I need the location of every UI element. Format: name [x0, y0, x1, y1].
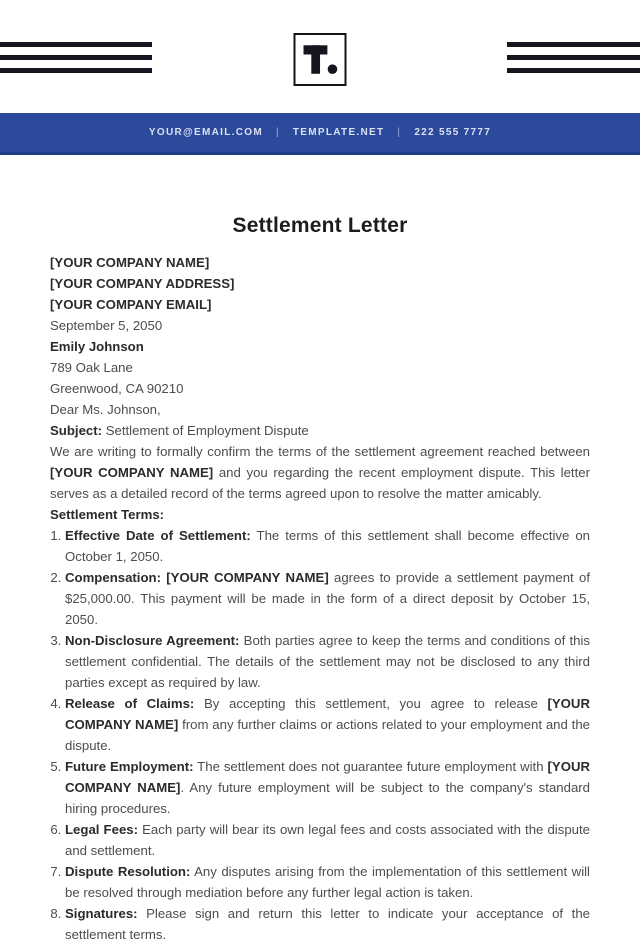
bold-text-segment: Legal Fees: [65, 822, 139, 837]
bold-text-segment: Signatures: [65, 906, 138, 921]
bold-text-segment: Release of Claims: [65, 696, 195, 711]
bold-text-segment: Emily Johnson [50, 339, 144, 354]
term-item [65, 630, 590, 693]
bold-text-segment: Non-Disclosure Agreement: [65, 633, 240, 648]
text-segment: Any disputes arising from the implementation of this settlement will be resolved through mediation before any further legal action is taken. [65, 864, 590, 900]
page-title: Settlement Letter [232, 214, 408, 237]
text-segment: and you regarding the recent employment dispute. This letter serves as a detailed record of the terms agreed upon to resolve the matter amicably. [50, 465, 590, 501]
term-item [65, 861, 590, 903]
bold-text-segment: [YOUR COMPANY NAME] [50, 255, 210, 270]
bold-text-segment: Settlement Terms: [50, 507, 165, 522]
recipient-name-line [50, 336, 590, 357]
stripe [0, 68, 152, 73]
text-segment: We are writing to formally confirm the terms of the settlement agreement reached between [50, 444, 590, 459]
settlement-terms-list [50, 525, 590, 945]
letter-main [0, 155, 640, 945]
stripe [507, 42, 640, 47]
template-net-logo [294, 33, 347, 86]
text-segment: The terms of this settlement shall become effective on October 1, 2050. [65, 528, 590, 564]
stripe [0, 55, 152, 60]
separator-bar: | [397, 127, 402, 138]
bold-text-segment: [YOUR COMPANY EMAIL] [50, 297, 212, 312]
text-segment: Dear Ms. Johnson, [50, 402, 161, 417]
bold-text-segment: Future Employment: [65, 759, 194, 774]
separator-bar: | [275, 127, 280, 138]
term-item [65, 819, 590, 861]
salutation-line [50, 399, 590, 420]
text-segment: Both parties agree to keep the terms and conditions of this settlement confidential. The details of the settlement may not be disclosed to any third parties except as required by law. [65, 633, 590, 690]
left-stripes-decoration [0, 42, 152, 73]
bold-text-segment: [YOUR COMPANY NAME] [65, 759, 590, 795]
terms-heading [50, 504, 590, 525]
company-email-line [50, 294, 590, 315]
contact-banner [0, 113, 640, 155]
term-item [65, 567, 590, 630]
letter-content [50, 252, 590, 945]
bold-text-segment: Effective Date of Settlement: [65, 528, 251, 543]
stripe [507, 55, 640, 60]
text-segment: Settlement of Employment Dispute [102, 423, 309, 438]
contact-website: TEMPLATE.NET [292, 127, 385, 138]
text-segment: September 5, 2050 [50, 318, 163, 333]
bold-text-segment: Subject: [50, 423, 103, 438]
contact-email: YOUR@EMAIL.COM [148, 127, 263, 138]
term-item [65, 693, 590, 756]
company-name-line [50, 252, 590, 273]
text-segment: Greenwood, CA 90210 [50, 381, 184, 396]
t-letter-logo-icon [303, 45, 337, 75]
text-segment: agrees to provide a settlement payment of $25,000.00. This payment will be made in the form of a direct deposit by October 15, 2050. [65, 570, 590, 627]
text-segment: Each party will bear its own legal fees and costs associated with the dispute and settlement. [65, 822, 590, 858]
contact-phone: 222 555 7777 [414, 127, 492, 138]
text-segment: . Any future employment will be subject to the company's standard hiring procedures. [65, 780, 591, 816]
bold-text-segment: [YOUR COMPANY NAME] [65, 696, 590, 732]
text-segment: 789 Oak Lane [50, 360, 133, 375]
bold-text-segment: Compensation: [YOUR COMPANY NAME] [65, 570, 329, 585]
stripe [0, 42, 152, 47]
date-line [50, 315, 590, 336]
bold-text-segment: [YOUR COMPANY NAME] [50, 465, 214, 480]
text-segment: By accepting this settlement, you agree to release [194, 696, 548, 711]
bold-text-segment: [YOUR COMPANY ADDRESS] [50, 276, 235, 291]
bold-text-segment: Dispute Resolution: [65, 864, 191, 879]
company-address-line [50, 273, 590, 294]
right-stripes-decoration [507, 42, 640, 73]
text-segment: Please sign and return this letter to indicate your acceptance of the settlement terms. [65, 906, 590, 942]
text-segment: The settlement does not guarantee future employment with [193, 759, 548, 774]
text-segment: from any further claims or actions related to your employment and the dispute. [65, 717, 591, 753]
term-item [65, 756, 590, 819]
recipient-street-line [50, 357, 590, 378]
stripe [507, 68, 640, 73]
letterhead [0, 0, 640, 113]
intro-paragraph [50, 441, 590, 504]
term-item [65, 525, 590, 567]
recipient-city-line [50, 378, 590, 399]
term-item [65, 903, 590, 945]
subject-line [50, 420, 590, 441]
